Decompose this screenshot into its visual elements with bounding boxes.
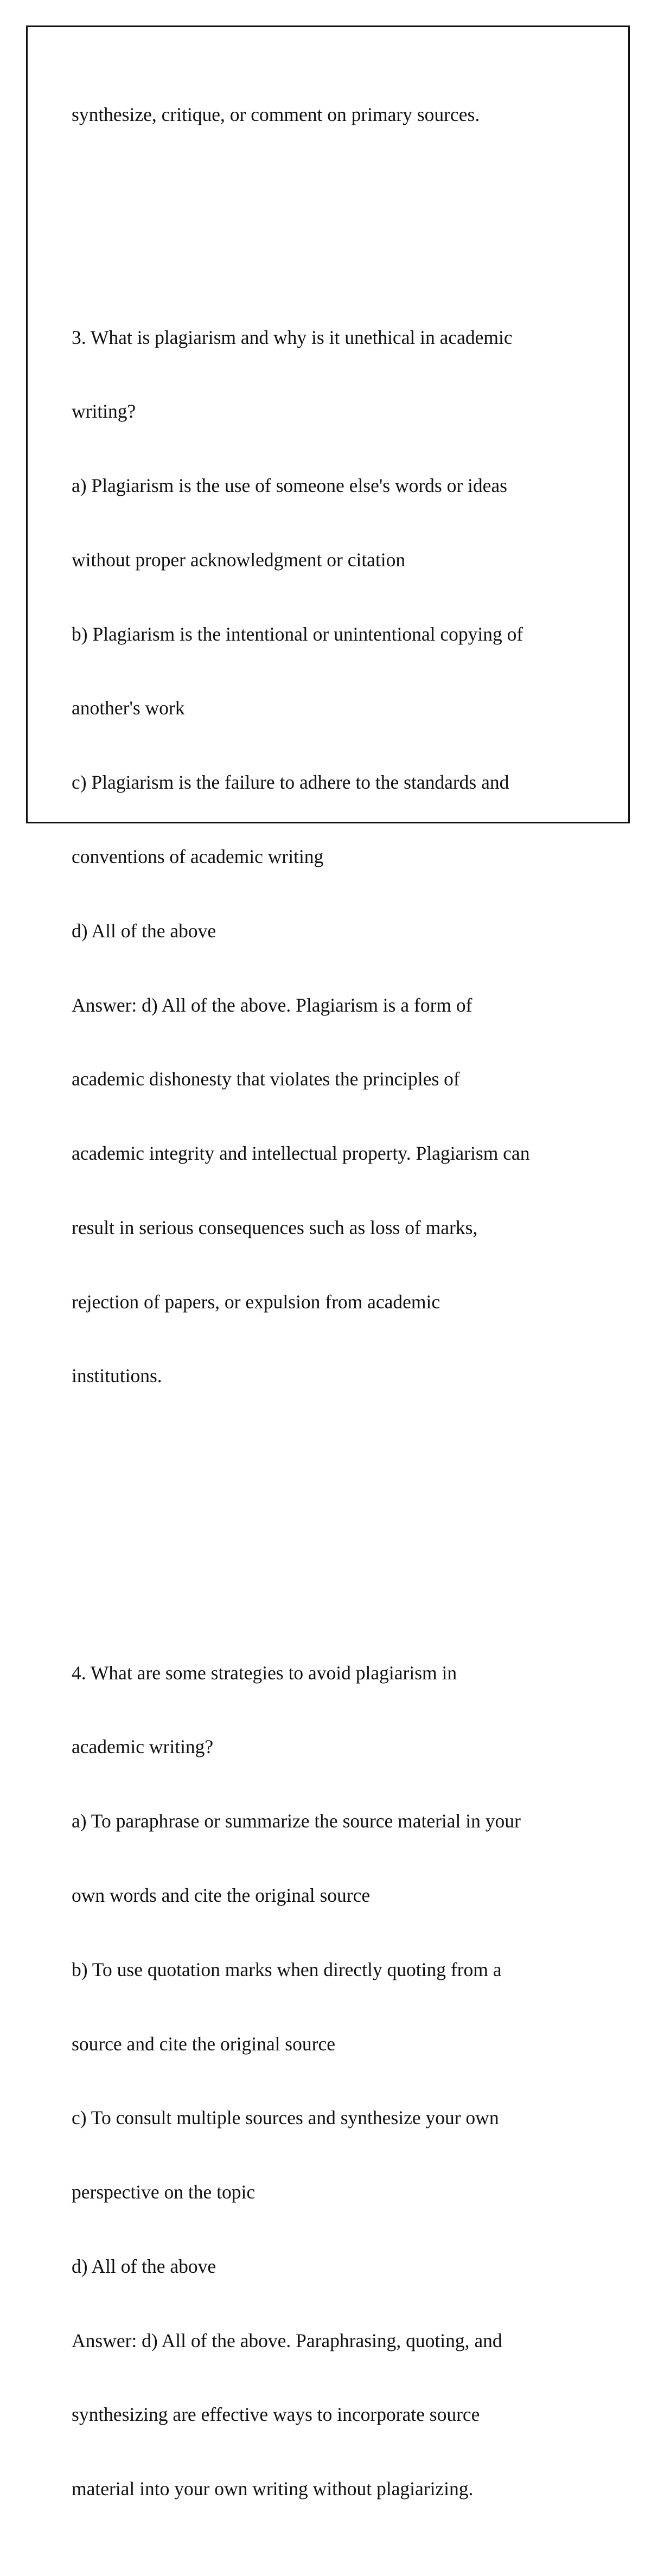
- question-4: [72, 1611, 592, 2551]
- question-4-option-d-line-1: d) All of the above: [72, 2255, 216, 2277]
- question-3-answer-line-2: academic dishonesty that violates the principles of: [72, 1068, 460, 1090]
- question-3-option-a-line-2: without proper acknowledgment or citation: [72, 548, 406, 571]
- question-3-answer-line-6: institutions.: [72, 1365, 162, 1387]
- question-3-answer-line-4: result in serious consequences such as loss of marks,: [72, 1216, 478, 1238]
- paragraph-gap: [72, 177, 592, 202]
- question-3-option-a-line-1: a) Plagiarism is the use of someone else's words or ideas: [72, 475, 507, 497]
- question-4-text-line-1: 4. What are some strategies to avoid plagiarism in: [72, 1661, 457, 1684]
- question-3: [72, 276, 592, 1438]
- question-3-option-c-line-1: c) Plagiarism is the failure to adhere to the standards and: [72, 771, 509, 794]
- question-3-option-b-line-2: another's work: [72, 697, 185, 719]
- question-3-answer-line-3: academic integrity and intellectual property. Plagiarism can: [72, 1142, 530, 1165]
- question-4-option-b-line-1: b) To use quotation marks when directly quoting from a: [72, 1958, 502, 1980]
- paragraph-gap: [72, 1512, 592, 1537]
- question-4-option-c-line-2: perspective on the topic: [72, 2181, 256, 2203]
- question-4-option-a-line-1: a) To paraphrase or summarize the source material in your: [72, 1810, 521, 1832]
- question-4-option-b-line-2: source and cite the original source: [72, 2032, 335, 2055]
- question-4-answer-line-3: material into your own writing without plagiarizing.: [72, 2478, 474, 2500]
- question-3-text-line-2: writing?: [72, 400, 136, 423]
- document-body: [72, 53, 592, 2576]
- question-4-answer-line-1: Answer: d) All of the above. Paraphrasing, quoting, and: [72, 2329, 502, 2351]
- question-3-option-b-line-1: b) Plagiarism is the intentional or unintentional copying of: [72, 623, 523, 645]
- question-3-text-line-1: 3. What is plagiarism and why is it unethical in academic: [72, 326, 513, 348]
- question-3-answer-line-5: rejection of papers, or expulsion from academic: [72, 1290, 440, 1313]
- question-4-text-line-2: academic writing?: [72, 1736, 214, 1758]
- intro-tail-line: synthesize, critique, or comment on primary sources.: [72, 104, 480, 126]
- question-3-option-d-line-1: d) All of the above: [72, 919, 216, 942]
- question-4-option-a-line-2: own words and cite the original source: [72, 1884, 371, 1906]
- question-3-answer-line-1: Answer: d) All of the above. Plagiarism is a form of: [72, 994, 473, 1016]
- question-3-option-c-line-2: conventions of academic writing: [72, 846, 324, 867]
- question-4-answer-line-2: synthesizing are effective ways to incorporate source: [72, 2404, 480, 2426]
- question-4-option-c-line-1: c) To consult multiple sources and synthesize your own: [72, 2107, 499, 2129]
